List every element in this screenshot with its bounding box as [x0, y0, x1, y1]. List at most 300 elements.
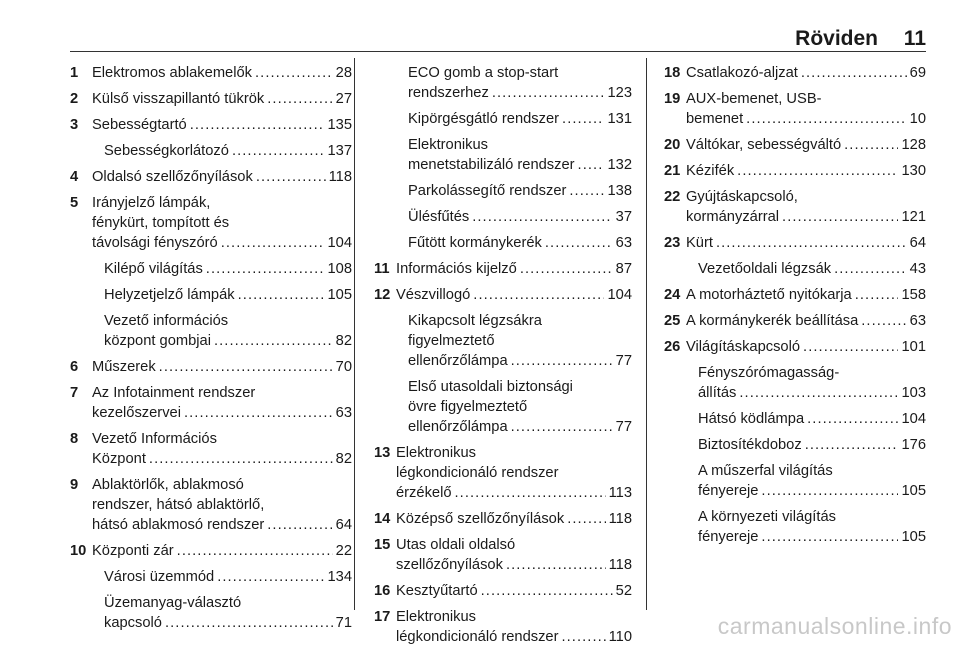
- entry-text-line: légkondicionáló rendszer: [396, 465, 559, 481]
- entry-text-line: ellenőrzőlámpa: [408, 353, 508, 369]
- entry-text-line: Fényszórómagasság-: [698, 365, 840, 381]
- page-reference[interactable]: 108: [327, 261, 352, 277]
- page-reference[interactable]: 69: [909, 65, 926, 81]
- entry-body: [92, 383, 352, 423]
- entry-text-line: fényereje: [698, 483, 759, 499]
- page-reference[interactable]: 101: [901, 339, 926, 355]
- index-entry[interactable]: [374, 607, 632, 647]
- entry-text-line: menetstabilizáló rendszer: [408, 157, 575, 173]
- index-entry[interactable]: [664, 259, 926, 279]
- entry-last-line: [698, 409, 926, 429]
- entry-text-line: Információs kijelző: [396, 261, 517, 277]
- entry-body: [408, 135, 632, 175]
- entry-last-line: [408, 83, 632, 103]
- entry-text-line: Külső visszapillantó tükrök: [92, 91, 265, 107]
- entry-last-line: [408, 351, 632, 371]
- entry-text-line: Oldalsó szellőzőnyílások: [92, 169, 253, 185]
- item-number: 5: [70, 195, 79, 211]
- page-reference[interactable]: 105: [901, 483, 926, 499]
- entry-text-line: Elektromos ablakemelők: [92, 65, 252, 81]
- index-entry[interactable]: [664, 187, 926, 227]
- entry-indent: [664, 507, 698, 547]
- page-reference[interactable]: 63: [335, 405, 352, 421]
- entry-text-line: fényereje: [698, 529, 759, 545]
- item-number: 11: [374, 261, 390, 277]
- index-entry[interactable]: [664, 63, 926, 83]
- entry-body: [698, 409, 926, 429]
- entry-text-line: Központi zár: [92, 543, 174, 559]
- page-reference[interactable]: 118: [328, 169, 352, 185]
- index-entry[interactable]: [374, 135, 632, 175]
- page-reference[interactable]: 64: [335, 517, 352, 533]
- entry-text-line: Kikapcsolt légzsákra: [408, 313, 542, 329]
- entry-text-line: ellenőrzőlámpa: [408, 419, 508, 435]
- entry-text-line: fénykürt, tompított és: [92, 215, 230, 231]
- entry-last-line: [396, 555, 632, 575]
- entry-last-line: [686, 207, 926, 227]
- entry-body: [408, 109, 632, 129]
- dot-leader: [737, 161, 898, 181]
- index-entry[interactable]: [374, 181, 632, 201]
- page-reference[interactable]: 52: [615, 583, 632, 599]
- item-number: 7: [70, 385, 79, 401]
- entry-text-line: Vezetőoldali légzsák: [698, 261, 832, 277]
- entry-last-line: [408, 181, 632, 201]
- entry-last-line: [396, 483, 632, 503]
- entry-body: [686, 311, 926, 331]
- entry-last-line: [408, 155, 632, 175]
- entry-text-line: Biztosítékdoboz: [698, 437, 802, 453]
- entry-text-line: bemenet: [686, 111, 744, 127]
- entry-body: [686, 89, 926, 129]
- entry-indent: [70, 285, 104, 305]
- entry-body: [698, 259, 926, 279]
- index-entry[interactable]: [664, 337, 926, 357]
- entry-text-line: Ablaktörlők, ablakmosó: [92, 477, 244, 493]
- page-reference[interactable]: 134: [327, 569, 352, 585]
- entry-body: [408, 233, 632, 253]
- dot-leader: [455, 483, 606, 503]
- entry-text-line: A motorháztető nyitókarja: [686, 287, 852, 303]
- entry-last-line: [408, 417, 632, 437]
- index-entry[interactable]: [374, 509, 632, 529]
- index-entry[interactable]: [664, 233, 926, 253]
- page-reference[interactable]: 77: [615, 353, 632, 369]
- page-reference[interactable]: 28: [335, 65, 352, 81]
- entry-last-line: [104, 567, 352, 587]
- page-reference[interactable]: 63: [615, 235, 632, 251]
- entry-text-line: Kesztyűtartó: [396, 583, 478, 599]
- entry-body: [686, 187, 926, 227]
- page-reference[interactable]: 82: [335, 451, 352, 467]
- entry-indent: [664, 435, 698, 455]
- page-reference[interactable]: 104: [607, 287, 632, 303]
- entry-last-line: [408, 109, 632, 129]
- index-entry[interactable]: [374, 233, 632, 253]
- dot-leader: [256, 167, 326, 187]
- page-reference[interactable]: 118: [608, 511, 632, 527]
- dot-leader: [844, 135, 898, 155]
- entry-indent: [374, 207, 408, 227]
- entry-text-line: Kürt: [686, 235, 713, 251]
- index-entry[interactable]: [664, 285, 926, 305]
- page-number: 11: [903, 27, 926, 50]
- page-reference[interactable]: 176: [901, 437, 926, 453]
- page-reference[interactable]: 104: [901, 411, 926, 427]
- item-number: 1: [70, 65, 79, 81]
- entry-last-line: [686, 233, 926, 253]
- entry-text-line: Első utasoldali biztonsági: [408, 379, 573, 395]
- index-entry[interactable]: [374, 207, 632, 227]
- dot-leader: [761, 481, 898, 501]
- entry-body: [686, 161, 926, 181]
- page-reference[interactable]: 37: [615, 209, 632, 225]
- dot-leader: [562, 109, 604, 129]
- index-entry[interactable]: [70, 141, 352, 161]
- item-number: 10: [70, 543, 87, 559]
- page-reference[interactable]: 105: [901, 529, 926, 545]
- entry-indent: [374, 63, 408, 103]
- index-entry[interactable]: [374, 63, 632, 103]
- dot-leader: [492, 83, 605, 103]
- item-number: 15: [374, 537, 391, 553]
- entry-text-line: A környezeti világítás: [698, 509, 836, 525]
- entry-indent: [664, 461, 698, 501]
- entry-last-line: [104, 285, 352, 305]
- entry-indent: [664, 409, 698, 429]
- entry-text-line: állítás: [698, 385, 737, 401]
- entry-body: [686, 63, 926, 83]
- entry-body: [396, 581, 632, 601]
- index-entry[interactable]: [664, 409, 926, 429]
- entry-text-line: Vészvillogó: [396, 287, 471, 303]
- entry-indent: [70, 141, 104, 161]
- index-entry[interactable]: [664, 89, 926, 129]
- dot-leader: [569, 181, 604, 201]
- entry-last-line: [686, 161, 926, 181]
- index-entry[interactable]: [70, 357, 352, 377]
- entry-text-line: rendszer, hátsó ablaktörlő,: [92, 497, 265, 513]
- item-number: 26: [664, 339, 681, 355]
- dot-leader: [545, 233, 613, 253]
- entry-last-line: [92, 89, 352, 109]
- item-number: 25: [664, 313, 681, 329]
- dot-leader: [217, 567, 324, 587]
- entry-last-line: [408, 207, 632, 227]
- entry-body: [396, 535, 632, 575]
- entry-text-line: Elektronikus: [396, 445, 476, 461]
- index-entry[interactable]: [70, 89, 352, 109]
- entry-text-line: A műszerfal világítás: [698, 463, 833, 479]
- item-number: 20: [664, 137, 681, 153]
- entry-last-line: [92, 233, 352, 253]
- entry-last-line: [92, 541, 352, 561]
- entry-body: [104, 285, 352, 305]
- index-entry[interactable]: [664, 363, 926, 403]
- index-entry[interactable]: [664, 435, 926, 455]
- dot-leader: [481, 581, 613, 601]
- dot-leader: [855, 285, 899, 305]
- entry-body: [408, 311, 632, 371]
- entry-text-line: Műszerek: [92, 359, 156, 375]
- page-reference[interactable]: 123: [607, 85, 632, 101]
- index-column-1: [70, 63, 352, 639]
- dot-leader: [149, 449, 333, 469]
- dot-leader: [232, 141, 325, 161]
- dot-leader: [255, 63, 333, 83]
- dot-leader: [511, 351, 613, 371]
- entry-body: [698, 363, 926, 403]
- page-reference[interactable]: 131: [607, 111, 632, 127]
- entry-text-line: szellőzőnyílások: [396, 557, 503, 573]
- dot-leader: [221, 233, 325, 253]
- entry-last-line: [698, 259, 926, 279]
- index-entry[interactable]: [664, 311, 926, 331]
- entry-last-line: [104, 259, 352, 279]
- entry-text-line: Csatlakozó-aljzat: [686, 65, 798, 81]
- entry-body: [408, 63, 632, 103]
- entry-body: [396, 443, 632, 503]
- page-reference[interactable]: 135: [327, 117, 352, 133]
- dot-leader: [214, 331, 333, 351]
- index-entry[interactable]: [70, 167, 352, 187]
- item-number: 8: [70, 431, 79, 447]
- entry-body: [92, 357, 352, 377]
- entry-indent: [374, 311, 408, 371]
- page-title: Röviden: [795, 27, 878, 50]
- entry-text-line: érzékelő: [396, 485, 452, 501]
- entry-text-line: Középső szellőzőnyílások: [396, 511, 565, 527]
- entry-text-line: Az Infotainment rendszer: [92, 385, 256, 401]
- entry-text-line: Vezető Információs: [92, 431, 217, 447]
- entry-last-line: [104, 613, 352, 633]
- page-reference[interactable]: 10: [909, 111, 926, 127]
- page-reference[interactable]: 130: [901, 163, 926, 179]
- entry-indent: [374, 377, 408, 437]
- entry-body: [396, 285, 632, 305]
- dot-leader: [511, 417, 613, 437]
- page-reference[interactable]: 104: [327, 235, 352, 251]
- index-entry[interactable]: [70, 193, 352, 253]
- page-reference[interactable]: 138: [607, 183, 632, 199]
- index-entry[interactable]: [664, 161, 926, 181]
- entry-last-line: [698, 435, 926, 455]
- page-reference[interactable]: 43: [909, 261, 926, 277]
- page-reference[interactable]: 113: [608, 485, 632, 501]
- entry-body: [698, 461, 926, 501]
- entry-last-line: [686, 337, 926, 357]
- entry-text-line: Fűtött kormánykerék: [408, 235, 542, 251]
- dot-leader: [716, 233, 907, 253]
- index-entry[interactable]: [70, 383, 352, 423]
- entry-last-line: [92, 449, 352, 469]
- dot-leader: [739, 383, 898, 403]
- entry-last-line: [686, 285, 926, 305]
- index-entry[interactable]: [664, 461, 926, 501]
- entry-indent: [70, 259, 104, 279]
- dot-leader: [801, 63, 907, 83]
- entry-text-line: kormányzárral: [686, 209, 780, 225]
- entry-text-line: Utas oldali oldalsó: [396, 537, 516, 553]
- entry-body: [92, 63, 352, 83]
- entry-last-line: [104, 331, 352, 351]
- entry-text-line: Kézifék: [686, 163, 735, 179]
- index-entry[interactable]: [374, 259, 632, 279]
- index-entry[interactable]: [70, 567, 352, 587]
- index-entry[interactable]: [70, 541, 352, 561]
- dot-leader: [184, 403, 333, 423]
- entry-text-line: Sebességkorlátozó: [104, 143, 229, 159]
- index-entry[interactable]: [374, 581, 632, 601]
- entry-text-line: A kormánykerék beállítása: [686, 313, 859, 329]
- entry-indent: [664, 363, 698, 403]
- entry-text-line: Kilépő világítás: [104, 261, 203, 277]
- entry-body: [92, 429, 352, 469]
- page-reference[interactable]: 87: [615, 261, 632, 277]
- entry-text-line: Központ: [92, 451, 146, 467]
- entry-text-line: Sebességtartó: [92, 117, 187, 133]
- index-entry[interactable]: [70, 429, 352, 469]
- page-reference[interactable]: 71: [335, 615, 352, 631]
- entry-body: [396, 259, 632, 279]
- entry-text-line: Gyújtáskapcsoló,: [686, 189, 798, 205]
- item-number: 12: [374, 287, 391, 303]
- entry-last-line: [408, 233, 632, 253]
- item-number: 19: [664, 91, 681, 107]
- index-column-2: [374, 63, 632, 653]
- page-reference[interactable]: 137: [327, 143, 352, 159]
- entry-body: [686, 135, 926, 155]
- page-reference[interactable]: 105: [327, 287, 352, 303]
- index-entry[interactable]: [70, 63, 352, 83]
- item-number: 4: [70, 169, 79, 185]
- entry-body: [686, 337, 926, 357]
- entry-text-line: Üzemanyag-választó: [104, 595, 242, 611]
- dot-leader: [561, 627, 605, 647]
- page-reference[interactable]: 132: [607, 157, 632, 173]
- page-reference[interactable]: 121: [901, 209, 926, 225]
- dot-leader: [506, 555, 606, 575]
- item-number: 9: [70, 477, 79, 493]
- item-number: 23: [664, 235, 681, 251]
- page-reference[interactable]: 82: [335, 333, 352, 349]
- dot-leader: [805, 435, 899, 455]
- entry-text-line: Helyzetjelző lámpák: [104, 287, 235, 303]
- entry-last-line: [396, 285, 632, 305]
- entry-body: [408, 207, 632, 227]
- entry-body: [104, 311, 352, 351]
- index-entry[interactable]: [70, 115, 352, 135]
- dot-leader: [567, 509, 605, 529]
- dot-leader: [746, 109, 906, 129]
- entry-last-line: [92, 167, 352, 187]
- page-reference[interactable]: 22: [335, 543, 352, 559]
- dot-leader: [807, 409, 898, 429]
- page-reference[interactable]: 70: [335, 359, 352, 375]
- entry-body: [92, 541, 352, 561]
- item-number: 2: [70, 91, 79, 107]
- dot-leader: [177, 541, 333, 561]
- entry-indent: [374, 135, 408, 175]
- entry-last-line: [698, 481, 926, 501]
- page-reference[interactable]: 110: [608, 629, 632, 645]
- column-divider: [646, 58, 647, 610]
- index-entry[interactable]: [70, 259, 352, 279]
- entry-body: [92, 115, 352, 135]
- item-number: 24: [664, 287, 681, 303]
- entry-text-line: rendszerhez: [408, 85, 489, 101]
- dot-leader: [578, 155, 605, 175]
- entry-text-line: légkondicionáló rendszer: [396, 629, 559, 645]
- entry-text-line: központ gombjai: [104, 333, 211, 349]
- entry-body: [92, 89, 352, 109]
- index-entry[interactable]: [70, 311, 352, 351]
- index-entry[interactable]: [374, 535, 632, 575]
- index-column-3: [664, 63, 926, 553]
- index-entry[interactable]: [374, 377, 632, 437]
- page-reference[interactable]: 64: [909, 235, 926, 251]
- page-reference[interactable]: 128: [901, 137, 926, 153]
- entry-last-line: [396, 259, 632, 279]
- entry-body: [92, 193, 352, 253]
- index-entry[interactable]: [374, 311, 632, 371]
- entry-body: [698, 435, 926, 455]
- page-reference[interactable]: 27: [335, 91, 352, 107]
- entry-text-line: Városi üzemmód: [104, 569, 215, 585]
- entry-text-line: kezelőszervei: [92, 405, 181, 421]
- entry-text-line: Ülésfűtés: [408, 209, 470, 225]
- entry-body: [104, 593, 352, 633]
- dot-leader: [861, 311, 906, 331]
- index-entry[interactable]: [374, 109, 632, 129]
- entry-body: [408, 181, 632, 201]
- page-reference[interactable]: 118: [608, 557, 632, 573]
- entry-text-line: ECO gomb a stop-start: [408, 65, 559, 81]
- entry-last-line: [92, 515, 352, 535]
- entry-text-line: figyelmeztető: [408, 333, 495, 349]
- index-entry[interactable]: [70, 593, 352, 633]
- column-divider: [354, 58, 355, 610]
- page-reference[interactable]: 158: [901, 287, 926, 303]
- index-entry[interactable]: [664, 135, 926, 155]
- index-entry[interactable]: [70, 285, 352, 305]
- entry-indent: [374, 109, 408, 129]
- index-entry[interactable]: [70, 475, 352, 535]
- entry-last-line: [396, 581, 632, 601]
- index-entry[interactable]: [664, 507, 926, 547]
- item-number: 16: [374, 583, 391, 599]
- entry-text-line: hátsó ablakmosó rendszer: [92, 517, 265, 533]
- dot-leader: [190, 115, 325, 135]
- entry-last-line: [92, 115, 352, 135]
- entry-indent: [70, 593, 104, 633]
- entry-indent: [374, 233, 408, 253]
- page-reference[interactable]: 63: [909, 313, 926, 329]
- page-reference[interactable]: 103: [901, 385, 926, 401]
- item-number: 22: [664, 189, 681, 205]
- entry-text-line: Irányjelző lámpák,: [92, 195, 211, 211]
- entry-body: [408, 377, 632, 437]
- entry-indent: [70, 567, 104, 587]
- index-entry[interactable]: [374, 285, 632, 305]
- index-entry[interactable]: [374, 443, 632, 503]
- entry-last-line: [686, 63, 926, 83]
- entry-body: [104, 567, 352, 587]
- entry-body: [698, 507, 926, 547]
- page-reference[interactable]: 77: [615, 419, 632, 435]
- entry-last-line: [698, 527, 926, 547]
- page-header: [70, 0, 926, 52]
